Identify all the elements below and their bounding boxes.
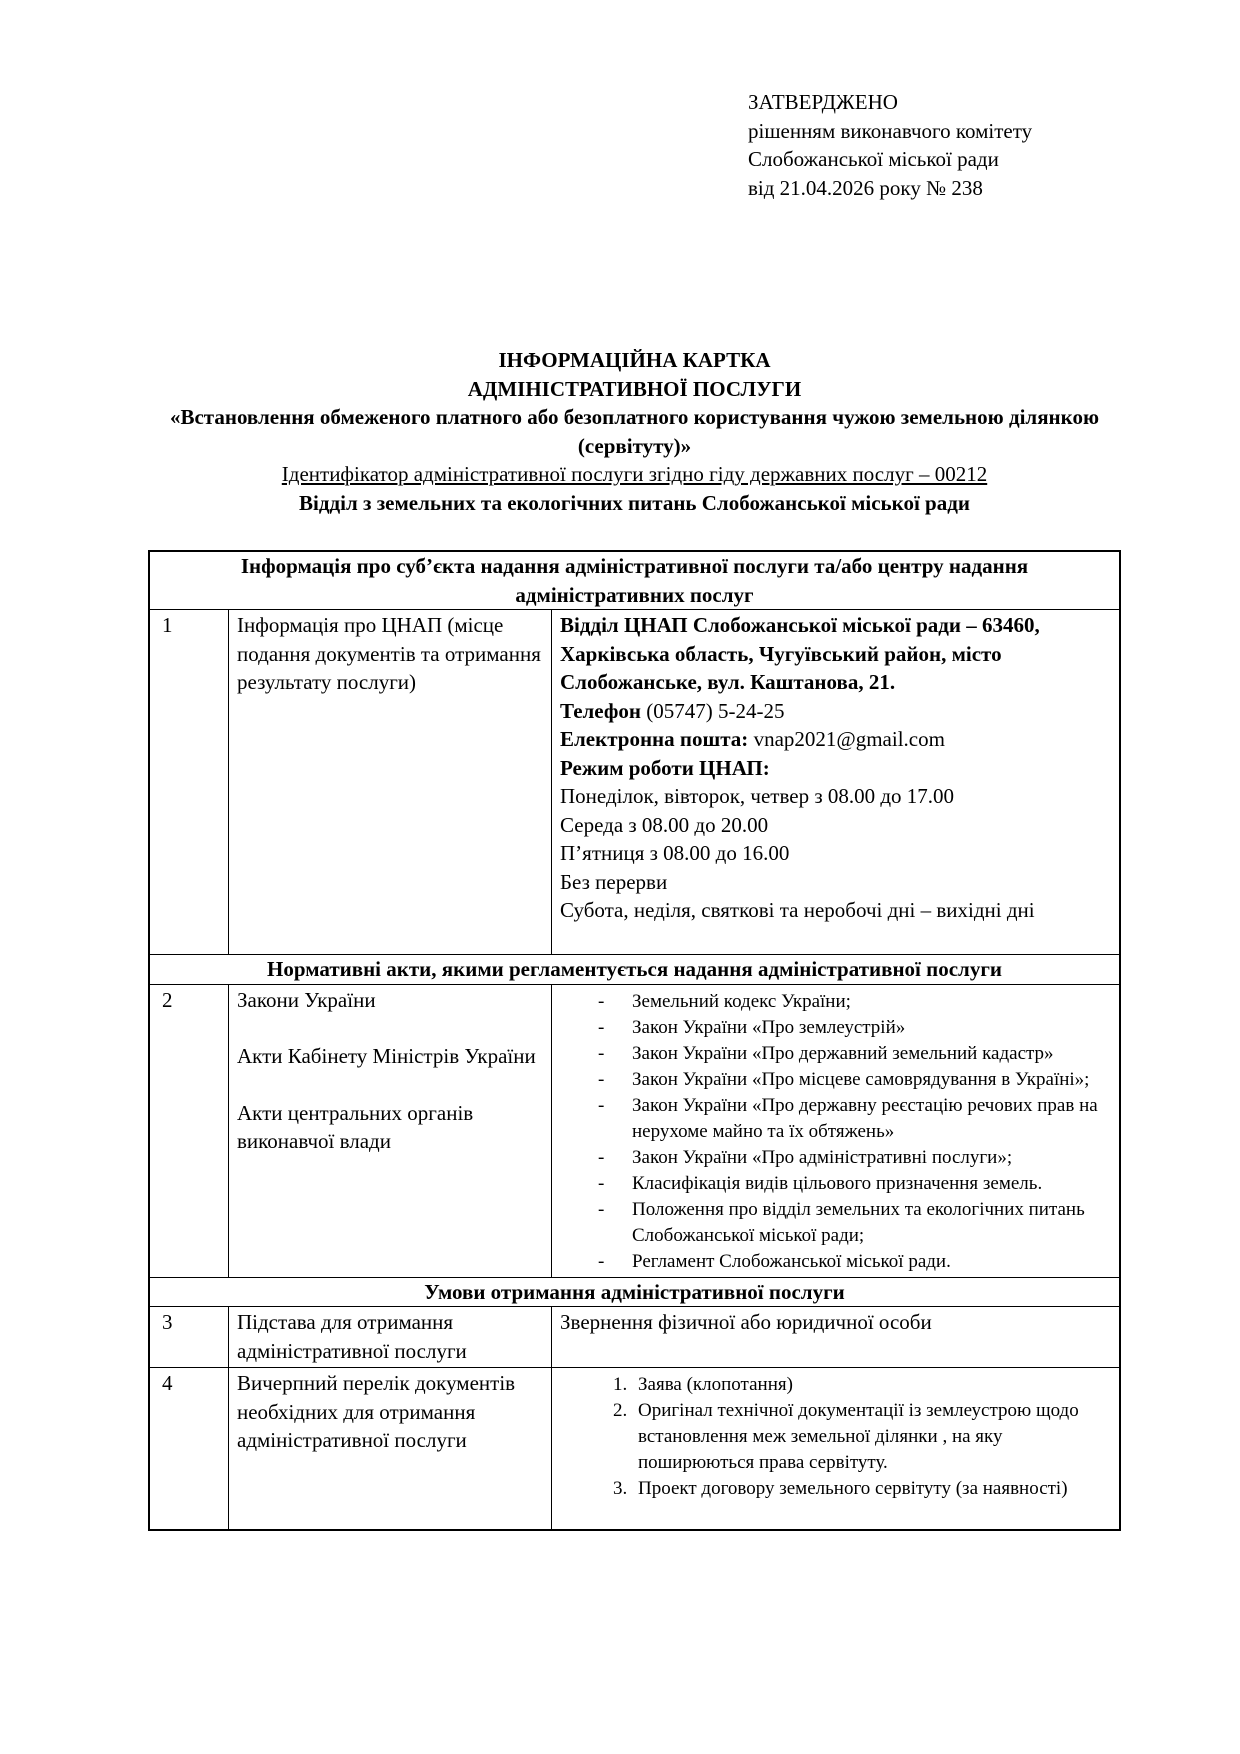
list-item: - Закон України «Про адміністративні послуги»; bbox=[632, 1145, 1111, 1171]
schedule-label: Режим роботи ЦНАП: bbox=[560, 755, 770, 780]
phone-label: Телефон bbox=[560, 698, 642, 723]
page-title: ІНФОРМАЦІЙНА КАРТКА bbox=[498, 348, 771, 372]
schedule-line: Понеділок, вівторок, четвер з 08.00 до 17.00 bbox=[560, 784, 955, 808]
approval-date: від 21.04.2026 року № 238 bbox=[748, 175, 983, 200]
label-central-acts: Акти центральних органів виконавчої влади bbox=[237, 1100, 474, 1153]
approval-title: ЗАТВЕРДЖЕНО bbox=[748, 90, 898, 114]
list-item: - Закон України «Про державний земельний кадастр» bbox=[632, 1041, 1111, 1067]
table-row bbox=[149, 984, 1120, 1277]
row-value bbox=[552, 984, 1121, 1277]
schedule-line: Без перерви bbox=[560, 869, 668, 894]
approval-line: Слобожанської міської ради bbox=[748, 147, 999, 171]
list-item: - Земельний кодекс України; bbox=[632, 989, 1111, 1015]
label-laws: Закони України bbox=[237, 987, 376, 1012]
document-heading bbox=[148, 346, 1121, 517]
schedule-line: Середа з 08.00 до 20.00 bbox=[560, 812, 769, 837]
row-number: 1 bbox=[149, 610, 229, 955]
list-item: - Закон України «Про державну реєстацію речових прав на нерухоме майно та їх обтяжень» bbox=[632, 1093, 1111, 1145]
schedule-line: П’ятниця з 08.00 до 16.00 bbox=[560, 841, 790, 865]
schedule-line: Субота, неділя, святкові та неробочі дні – вихідні дні bbox=[560, 898, 1035, 922]
row-number: 3 bbox=[149, 1307, 229, 1368]
section-title: Інформація про суб’єкта надання адміністративної послуги та/або центру надання адміністративних послуг bbox=[149, 551, 1120, 610]
row-label bbox=[229, 984, 552, 1277]
list-item: 3. Проект договору земельного сервітуту (за наявності) bbox=[632, 1476, 1111, 1502]
phone-value: (05747) 5-24-25 bbox=[641, 698, 785, 723]
service-name: «Встановлення обмеженого платного або безоплатного користування чужою земельною ділянкою (сервітуту)» bbox=[169, 405, 1100, 458]
email-label: Електронна пошта: bbox=[560, 727, 749, 751]
row-value: Звернення фізичної або юридичної особи bbox=[552, 1307, 1121, 1368]
info-table bbox=[148, 550, 1121, 1531]
page-subtitle: АДМІНІСТРАТИВНОЇ ПОСЛУГИ bbox=[467, 376, 802, 401]
approval-stamp bbox=[748, 88, 1032, 202]
list-item: - Класифікація видів цільового призначення земель. bbox=[632, 1171, 1111, 1197]
cnap-address: Відділ ЦНАП Слобожанської міської ради – 63460, Харківська область, Чугуївський район, місто Слобожанське, вул. Каштанова, 21. bbox=[560, 613, 1040, 694]
list-item: - Закон України «Про землеустрій» bbox=[632, 1015, 1111, 1041]
row-value bbox=[552, 1368, 1121, 1530]
list-item: - Регламент Слобожанської міської ради. bbox=[632, 1249, 1111, 1275]
department-name: Відділ з земельних та екологічних питань Слобожанської міської ради bbox=[299, 490, 970, 515]
service-identifier: Ідентифікатор адміністративної послуги згідно гіду державних послуг – 00212 bbox=[281, 462, 988, 486]
list-item: - Положення про відділ земельних та екологічних питань Слобожанської міської ради; bbox=[632, 1197, 1111, 1249]
section-header bbox=[149, 955, 1120, 985]
table-row bbox=[149, 1307, 1120, 1368]
table-row bbox=[149, 610, 1120, 955]
list-item: 1. Заява (клопотання) bbox=[632, 1372, 1111, 1398]
section-title: Умови отримання адміністративної послуги bbox=[149, 1277, 1120, 1307]
list-item: - Закон України «Про місцеве самоврядування в Україні»; bbox=[632, 1067, 1111, 1093]
section-header bbox=[149, 1277, 1120, 1307]
email-value: vnap2021@gmail.com bbox=[748, 727, 945, 751]
section-title: Нормативні акти, якими регламентується надання адміністративної послуги bbox=[149, 955, 1120, 985]
row-label: Підстава для отримання адміністративної послуги bbox=[229, 1307, 552, 1368]
approval-line: рішенням виконавчого комітету bbox=[748, 118, 1033, 143]
row-value bbox=[552, 610, 1121, 955]
cnap-email bbox=[560, 725, 1111, 754]
list-item: 2. Оригінал технічної документації із землеустрою щодо встановлення меж земельної ділянки , на яку поширюються права сервітуту. bbox=[632, 1398, 1111, 1476]
documents-list bbox=[560, 1372, 1111, 1502]
row-number: 2 bbox=[149, 984, 229, 1277]
section-header bbox=[149, 551, 1120, 610]
label-cabinet-acts: Акти Кабінету Міністрів України bbox=[237, 1044, 536, 1068]
table-row bbox=[149, 1368, 1120, 1530]
row-number: 4 bbox=[149, 1368, 229, 1530]
cnap-phone bbox=[560, 697, 1111, 726]
row-label: Інформація про ЦНАП (місце подання документів та отримання результату послуги) bbox=[229, 610, 552, 955]
row-label: Вичерпний перелік документів необхідних для отримання адміністративної послуги bbox=[229, 1368, 552, 1530]
legal-acts-list bbox=[560, 989, 1111, 1275]
